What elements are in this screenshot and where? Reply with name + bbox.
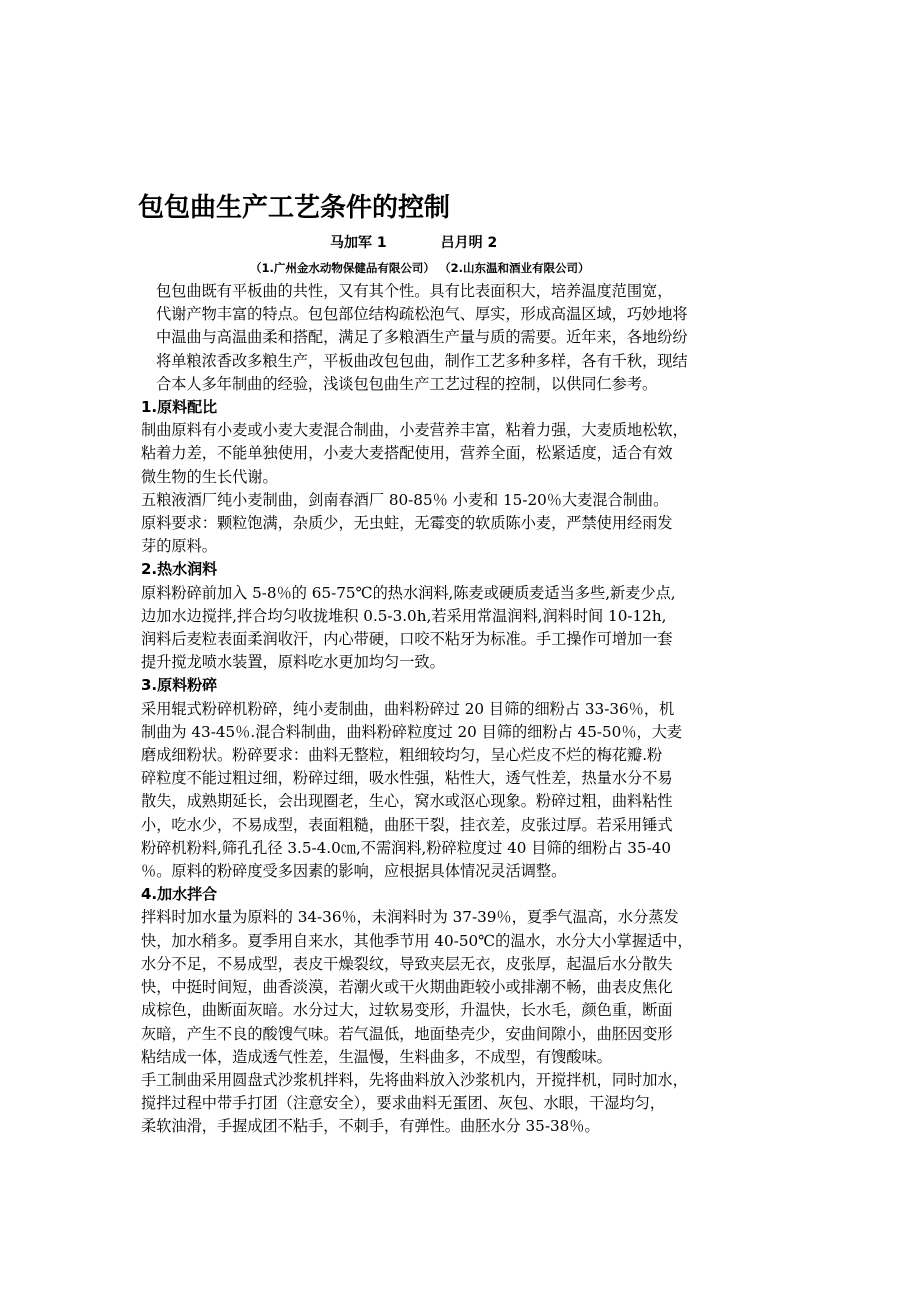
text-line: 搅拌过程中带手打团（注意安全），要求曲料无蛋团、灰包、水眼，干湿均匀， — [141, 1094, 665, 1113]
text-line: 代谢产物丰富的特点。包包部位结构疏松泡气、厚实，形成高温区域，巧妙地将 — [156, 305, 688, 324]
section-heading: 3.原料粉碎 — [141, 676, 218, 695]
section-paragraph — [141, 512, 781, 558]
text-line: 原料粉碎前加入 5-8％的 65-75℃的热水润料,陈麦或硬质麦适当多些,新麦少点, — [141, 583, 676, 602]
text-line: 提升搅龙喷水装置，原料吃水更加均匀一致。 — [141, 653, 445, 672]
section-paragraph — [141, 698, 781, 884]
author-2: 吕月明 2 — [440, 235, 498, 251]
text-line: 制曲原料有小麦或小麦大麦混合制曲，小麦营养丰富，粘着力强，大麦质地松软， — [141, 421, 688, 440]
text-line: 粘结成一体，造成透气性差，生温慢，生料曲多，不成型，有馊酸味。 — [141, 1047, 612, 1066]
text-line: 粘着力差，不能单独使用，小麦大麦搭配使用，营养全面，松紧适度，适合有效 — [141, 444, 673, 463]
section-paragraph — [141, 489, 781, 512]
text-line: 小，吃水少，不易成型，表面粗糙，曲胚干裂，挂衣差，皮张过厚。若采用锤式 — [141, 815, 673, 834]
section-paragraph — [141, 419, 781, 489]
affiliation-1: （1.广州金水动物保健品有限公司） — [250, 261, 435, 275]
text-line: 合本人多年制曲的经验，浅谈包包曲生产工艺过程的控制，以供同仁参考。 — [156, 374, 658, 393]
affiliations-line — [250, 258, 590, 278]
affiliation-2: （2.山东温和酒业有限公司） — [444, 261, 590, 275]
section-paragraph — [141, 1069, 781, 1139]
text-line: 成棕色，曲断面灰暗。水分过大，过软易变形，升温快，长水毛，颜色重，断面 — [141, 1001, 673, 1020]
text-line: 中温曲与高温曲柔和搭配，满足了多粮酒生产量与质的需要。近年来，各地纷纷 — [156, 328, 688, 347]
section-heading: 1.原料配比 — [141, 398, 218, 417]
authors-line — [330, 232, 497, 254]
text-line: 芽的原料。 — [141, 537, 217, 556]
text-line: 水分不足，不易成型，表皮干燥裂纹，导致夹层无衣，皮张厚，起温后水分散失 — [141, 954, 673, 973]
text-line: 柔软油滑，手握成团不粘手，不刺手，有弹性。曲胚水分 35-38％。 — [141, 1117, 600, 1136]
document-body — [141, 280, 781, 1139]
text-line: 将单粮浓香改多粮生产，平板曲改包包曲，制作工艺多种多样，各有千秋，现结 — [156, 351, 688, 370]
text-line: 碎粒度不能过粗过细，粉碎过细，吸水性强，粘性大，透气性差，热量水分不易 — [141, 769, 673, 788]
document-title: 包包曲生产工艺条件的控制 — [138, 193, 451, 223]
text-line: 制曲为 43-45％.混合料制曲，曲料粉碎粒度过 20 目筛的细粉占 45-50％，大麦 — [141, 722, 683, 741]
text-line: ％。原料的粉碎度受多因素的影响，应根据具体情况灵活调整。 — [141, 862, 567, 881]
text-line: 快，加水稍多。夏季用自来水，其他季节用 40-50℃的温水，水分大小掌握适中， — [141, 931, 693, 950]
text-line: 润料后麦粒表面柔润收汗，内心带硬，口咬不粘牙为标准。手工操作可增加一套 — [141, 630, 673, 649]
text-line: 微生物的生长代谢。 — [141, 467, 278, 486]
intro-paragraph — [141, 280, 781, 396]
text-line: 采用辊式粉碎机粉碎，纯小麦制曲，曲料粉碎过 20 目筛的细粉占 33-36％，机 — [141, 699, 675, 718]
text-line: 灰暗，产生不良的酸馊气味。若气温低，地面垫壳少，安曲间隙小，曲胚因变形 — [141, 1024, 673, 1043]
section-paragraph — [141, 582, 781, 675]
text-line: 磨成细粉状。粉碎要求：曲料无整粒，粗细较均匀，呈心烂皮不烂的梅花瓣.粉 — [141, 746, 663, 765]
text-line: 包包曲既有平板曲的共性，又有其个性。具有比表面积大，培养温度范围宽， — [156, 282, 673, 300]
section-paragraph — [141, 906, 781, 1068]
text-line: 五粮液酒厂纯小麦制曲，剑南春酒厂 80-85％ 小麦和 15-20％大麦混合制曲。 — [141, 490, 669, 509]
text-line: 粉碎机粉料,筛孔孔径 3.5-4.0㎝,不需润料,粉碎粒度过 40 目筛的细粉占 35-40 — [141, 838, 672, 857]
text-line: 拌料时加水量为原料的 34-36％，未润料时为 37-39％，夏季气温高，水分蒸发 — [141, 908, 679, 927]
section-heading: 4.加水拌合 — [141, 885, 218, 904]
text-line: 手工制曲采用圆盘式沙浆机拌料，先将曲料放入沙浆机内，开搅拌机，同时加水， — [141, 1070, 688, 1089]
text-line: 快，中挺时间短，曲香淡漠，若潮火或干火期曲距较小或排潮不畅，曲表皮焦化 — [141, 978, 673, 997]
section-heading: 2.热水润料 — [141, 560, 218, 579]
text-line: 原料要求：颗粒饱满，杂质少，无虫蛀，无霉变的软质陈小麦，严禁使用经雨发 — [141, 514, 673, 533]
author-1: 马加军 1 — [330, 235, 387, 251]
text-line: 边加水边搅拌,拌合均匀收拢堆积 0.5-3.0h,若采用常温润料,润料时间 10-12h, — [141, 606, 667, 625]
text-line: 散失，成熟期延长，会出现圈老，生心，窝水或沤心现象。粉碎过粗，曲料粘性 — [141, 792, 673, 811]
